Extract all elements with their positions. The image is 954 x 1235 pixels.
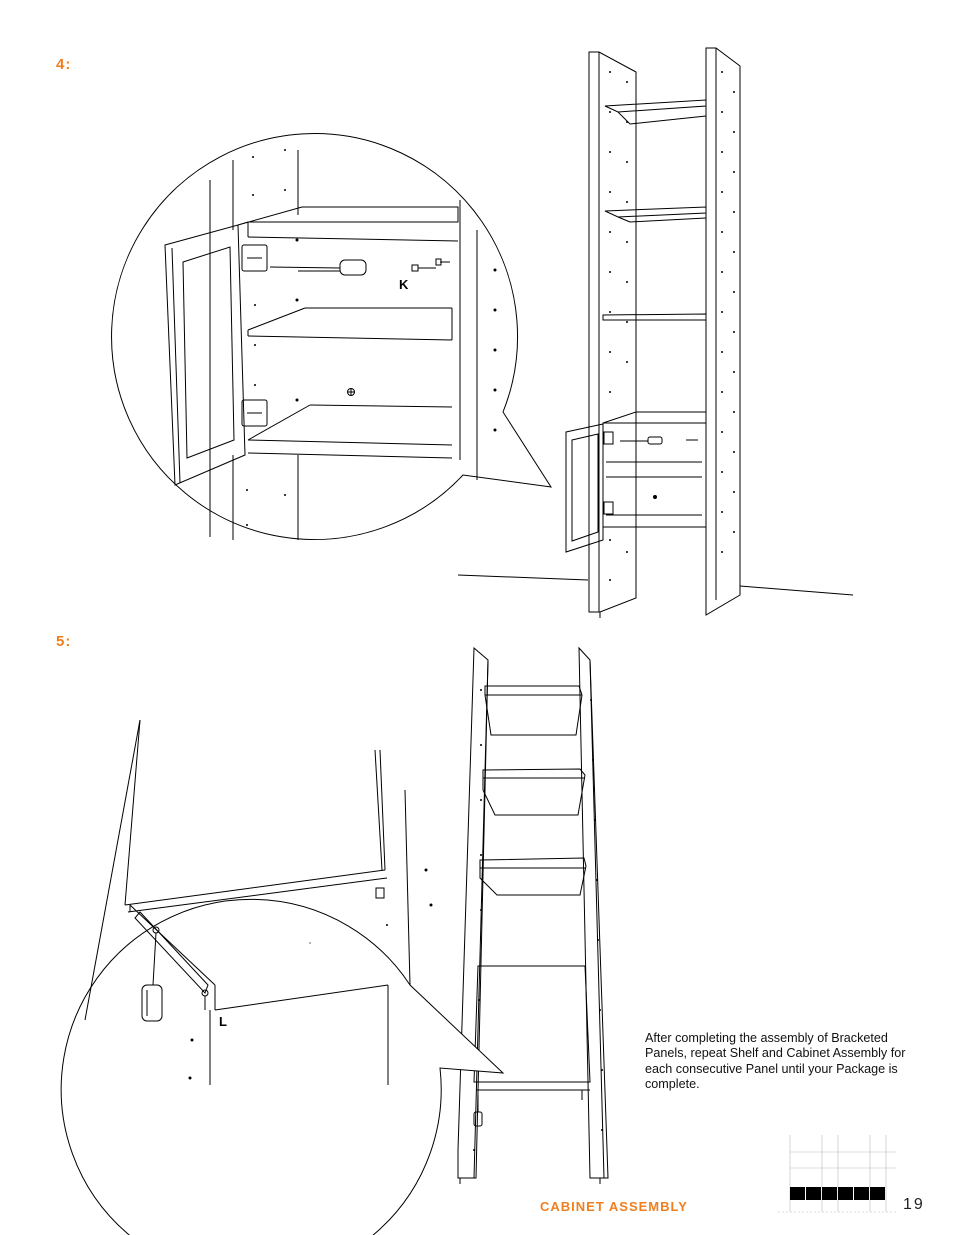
instruction-note: After completing the assembly of Bracketed Panels, repeat Shelf and Cabinet Assembly for each consecutive Panel until your Package is complete. (645, 1031, 906, 1092)
page-number: 19 (903, 1196, 925, 1213)
part-label-k: K (399, 277, 409, 292)
step5-zoom-callout (61, 720, 503, 1235)
section-title: CABINET ASSEMBLY (540, 1199, 688, 1214)
step5-full-unit (458, 648, 608, 1184)
footer-grid-graphic (778, 1135, 896, 1212)
step-5-label: 5: (56, 633, 72, 650)
step-4-label: 4: (56, 56, 72, 73)
part-label-l: L (219, 1014, 227, 1029)
step4-zoom-callout (112, 134, 551, 540)
